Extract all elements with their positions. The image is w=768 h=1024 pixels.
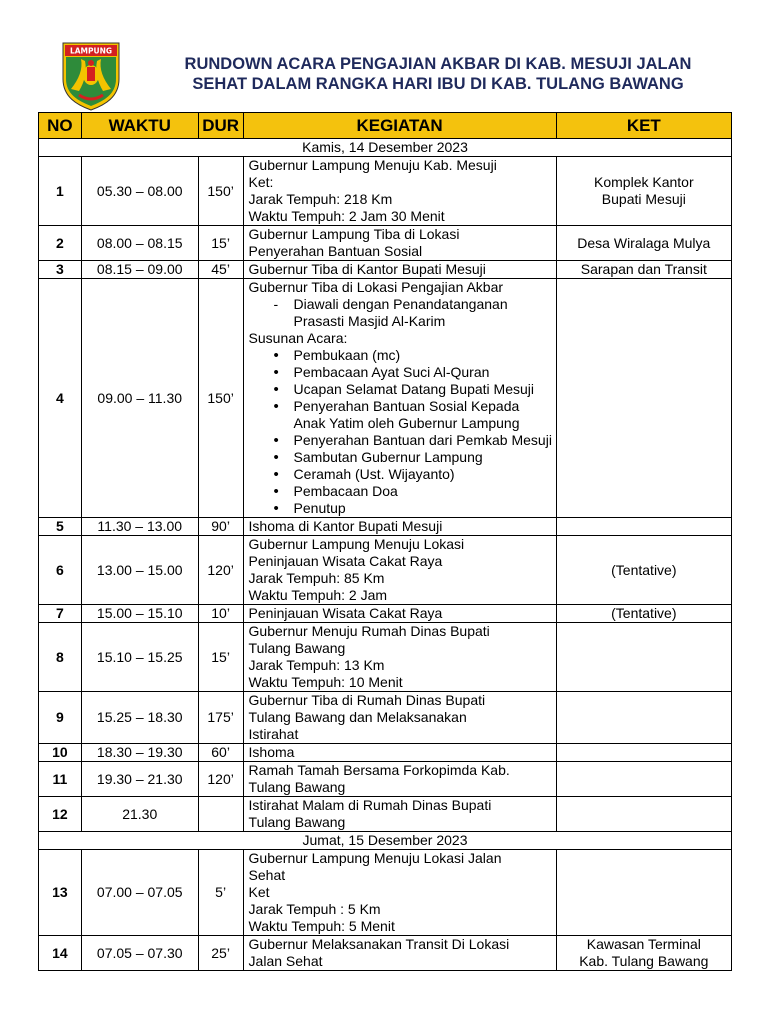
row-duration: 150’ [198,279,243,518]
agenda-item: • Pembacaan Doa [249,483,553,500]
table-body [39,139,732,971]
row-waktu: 11.30 – 13.00 [81,518,198,536]
row-kegiatan [243,936,556,971]
kegiatan-line: Waktu Tempuh: 2 Jam [248,587,388,603]
day-row [39,139,732,157]
row-duration: 5’ [198,850,243,936]
row-duration: 90’ [198,518,243,536]
column-header-ket: KET [556,113,731,139]
kegiatan-line: Gubernur Tiba di Rumah Dinas Bupati [248,692,486,708]
row-kegiatan [243,518,556,536]
kegiatan-line: Jarak Tempuh : 5 Km [248,901,381,917]
row-duration: 150’ [198,157,243,226]
kegiatan-line: Ishoma di Kantor Bupati Mesuji [248,518,443,534]
table-row [39,623,732,692]
kegiatan-line: Ket: [248,174,274,190]
agenda-list [249,347,553,517]
kegiatan-line: Ket [248,884,270,900]
row-number: 10 [39,744,82,762]
row-number: 13 [39,850,82,936]
row-keterangan [556,797,731,832]
kegiatan-line: Waktu Tempuh: 10 Menit [248,674,403,690]
kegiatan-line: Gubernur Tiba di Kantor Bupati Mesuji [248,261,486,277]
table-row [39,261,732,279]
row-kegiatan [243,605,556,623]
kegiatan-line: Tulang Bawang dan Melaksanakan [248,709,467,725]
rundown-table-wrapper [38,112,732,971]
table-row [39,692,732,744]
row-keterangan: Desa Wiralaga Mulya [556,226,731,261]
row-kegiatan [243,850,556,936]
row-kegiatan [243,279,556,518]
row-waktu: 08.00 – 08.15 [81,226,198,261]
row-number: 5 [39,518,82,536]
row-kegiatan [243,797,556,832]
agenda-item: • Penyerahan Bantuan Sosial Kepada Anak Yatim oleh Gubernur Lampung [249,398,553,432]
row-waktu: 09.00 – 11.30 [81,279,198,518]
kegiatan-line: Jalan Sehat [248,953,323,969]
row-duration [198,797,243,832]
kegiatan-line: Waktu Tempuh: 2 Jam 30 Menit [248,208,445,224]
page-title: RUNDOWN ACARA PENGAJIAN AKBAR DI KAB. MESUJI JALAN SEHAT DALAM RANGKA HARI IBU DI KAB. TULANG BAWANG [184,55,692,93]
kegiatan-line: Istirahat Malam di Rumah Dinas Bupati [248,797,492,813]
row-waktu: 05.30 – 08.00 [81,157,198,226]
kegiatan-line: Peninjauan Wisata Cakat Raya [248,553,443,569]
agenda-item: • Penyerahan Bantuan dari Pemkab Mesuji [249,432,553,449]
table-row [39,279,732,518]
row-kegiatan [243,744,556,762]
agenda-item: • Ceramah (Ust. Wijayanto) [249,466,553,483]
row-number: 12 [39,797,82,832]
table-header-row [39,113,732,139]
row-number: 9 [39,692,82,744]
table-row [39,226,732,261]
kegiatan-line: Gubernur Lampung Tiba di Lokasi [248,226,460,242]
row-kegiatan [243,226,556,261]
row-waktu: 07.05 – 07.30 [81,936,198,971]
row-waktu: 15.10 – 15.25 [81,623,198,692]
row-duration: 15’ [198,623,243,692]
kegiatan-line: Jarak Tempuh: 85 Km [248,570,385,586]
kegiatan-line: Jarak Tempuh: 13 Km [248,657,385,673]
row-duration: 25’ [198,936,243,971]
day-label: Jumat, 15 Desember 2023 [39,832,732,850]
document-header [0,0,768,112]
kegiatan-line: Jarak Tempuh: 218 Km [248,191,393,207]
row-duration: 120’ [198,762,243,797]
row-number: 14 [39,936,82,971]
kegiatan-line: Gubernur Lampung Menuju Lokasi Jalan [248,850,502,866]
column-header-waktu: WAKTU [81,113,198,139]
row-keterangan: (Tentative) [556,536,731,605]
row-keterangan [556,762,731,797]
kegiatan-line: Gubernur Lampung Menuju Lokasi [248,536,465,552]
row-waktu: 13.00 – 15.00 [81,536,198,605]
row-kegiatan [243,623,556,692]
table-row [39,605,732,623]
table-row [39,744,732,762]
lampung-emblem-icon [59,39,123,111]
kegiatan-line: Istirahat [248,726,299,742]
row-number: 8 [39,623,82,692]
kegiatan-line: Tulang Bawang [248,640,346,656]
kegiatan-line: Gubernur Lampung Menuju Kab. Mesuji [248,157,497,173]
row-waktu: 15.25 – 18.30 [81,692,198,744]
row-number: 4 [39,279,82,518]
agenda-item: • Penutup [249,500,553,517]
row-waktu: 08.15 – 09.00 [81,261,198,279]
row-duration: 45’ [198,261,243,279]
row-duration: 10’ [198,605,243,623]
row-keterangan [556,518,731,536]
kegiatan-line: Sehat [248,867,286,883]
row-keterangan [556,850,731,936]
row-duration: 175’ [198,692,243,744]
kegiatan-line: Penyerahan Bantuan Sosial [248,243,423,259]
table-row [39,157,732,226]
day-row [39,832,732,850]
row-waktu: 15.00 – 15.10 [81,605,198,623]
row-keterangan: Sarapan dan Transit [556,261,731,279]
table-row [39,518,732,536]
row-duration: 15’ [198,226,243,261]
day-label: Kamis, 14 Desember 2023 [39,139,732,157]
table-row [39,936,732,971]
table-row [39,797,732,832]
row-kegiatan [243,157,556,226]
sub-list [249,296,553,330]
kegiatan-line: Waktu Tempuh: 5 Menit [248,918,395,934]
susunan-acara-label: Susunan Acara: [248,330,348,346]
kegiatan-line: Tulang Bawang [248,779,346,795]
agenda-item: • Ucapan Selamat Datang Bupati Mesuji [249,381,553,398]
row-keterangan [556,279,731,518]
dash-item: - Diawali dengan Penandatanganan Prasasti Masjid Al-Karim [249,296,553,330]
kegiatan-line: Tulang Bawang [248,814,346,830]
kegiatan-line: Peninjauan Wisata Cakat Raya [248,605,443,621]
agenda-item: • Sambutan Gubernur Lampung [249,449,553,466]
rundown-table [38,112,732,971]
row-keterangan: (Tentative) [556,605,731,623]
svg-text:LAMPUNG: LAMPUNG [69,46,113,56]
row-keterangan [556,692,731,744]
row-kegiatan [243,692,556,744]
table-row [39,762,732,797]
kegiatan-line: Gubernur Melaksanakan Transit Di Lokasi [248,936,510,952]
row-duration: 120’ [198,536,243,605]
column-header-kegiatan: KEGIATAN [243,113,556,139]
column-header-dur: DUR [198,113,243,139]
row-waktu: 07.00 – 07.05 [81,850,198,936]
row-number: 1 [39,157,82,226]
row-waktu: 18.30 – 19.30 [81,744,198,762]
agenda-item: • Pembacaan Ayat Suci Al-Quran [249,364,553,381]
table-row [39,850,732,936]
row-keterangan: Komplek Kantor Bupati Mesuji [556,157,731,226]
row-duration: 60’ [198,744,243,762]
kegiatan-line: Gubernur Tiba di Lokasi Pengajian Akbar [248,279,504,295]
kegiatan-line: Ishoma [248,744,295,760]
row-waktu: 21.30 [81,797,198,832]
agenda-item: • Pembukaan (mc) [249,347,553,364]
row-number: 7 [39,605,82,623]
kegiatan-line: Ramah Tamah Bersama Forkopimda Kab. [248,762,510,778]
row-number: 6 [39,536,82,605]
row-kegiatan [243,536,556,605]
column-header-no: NO [39,113,82,139]
kegiatan-line: Gubernur Menuju Rumah Dinas Bupati [248,623,490,639]
row-kegiatan [243,762,556,797]
row-keterangan [556,623,731,692]
row-number: 3 [39,261,82,279]
row-waktu: 19.30 – 21.30 [81,762,198,797]
row-number: 2 [39,226,82,261]
row-keterangan: Kawasan Terminal Kab. Tulang Bawang [556,936,731,971]
table-row [39,536,732,605]
row-number: 11 [39,762,82,797]
row-kegiatan [243,261,556,279]
row-keterangan [556,744,731,762]
